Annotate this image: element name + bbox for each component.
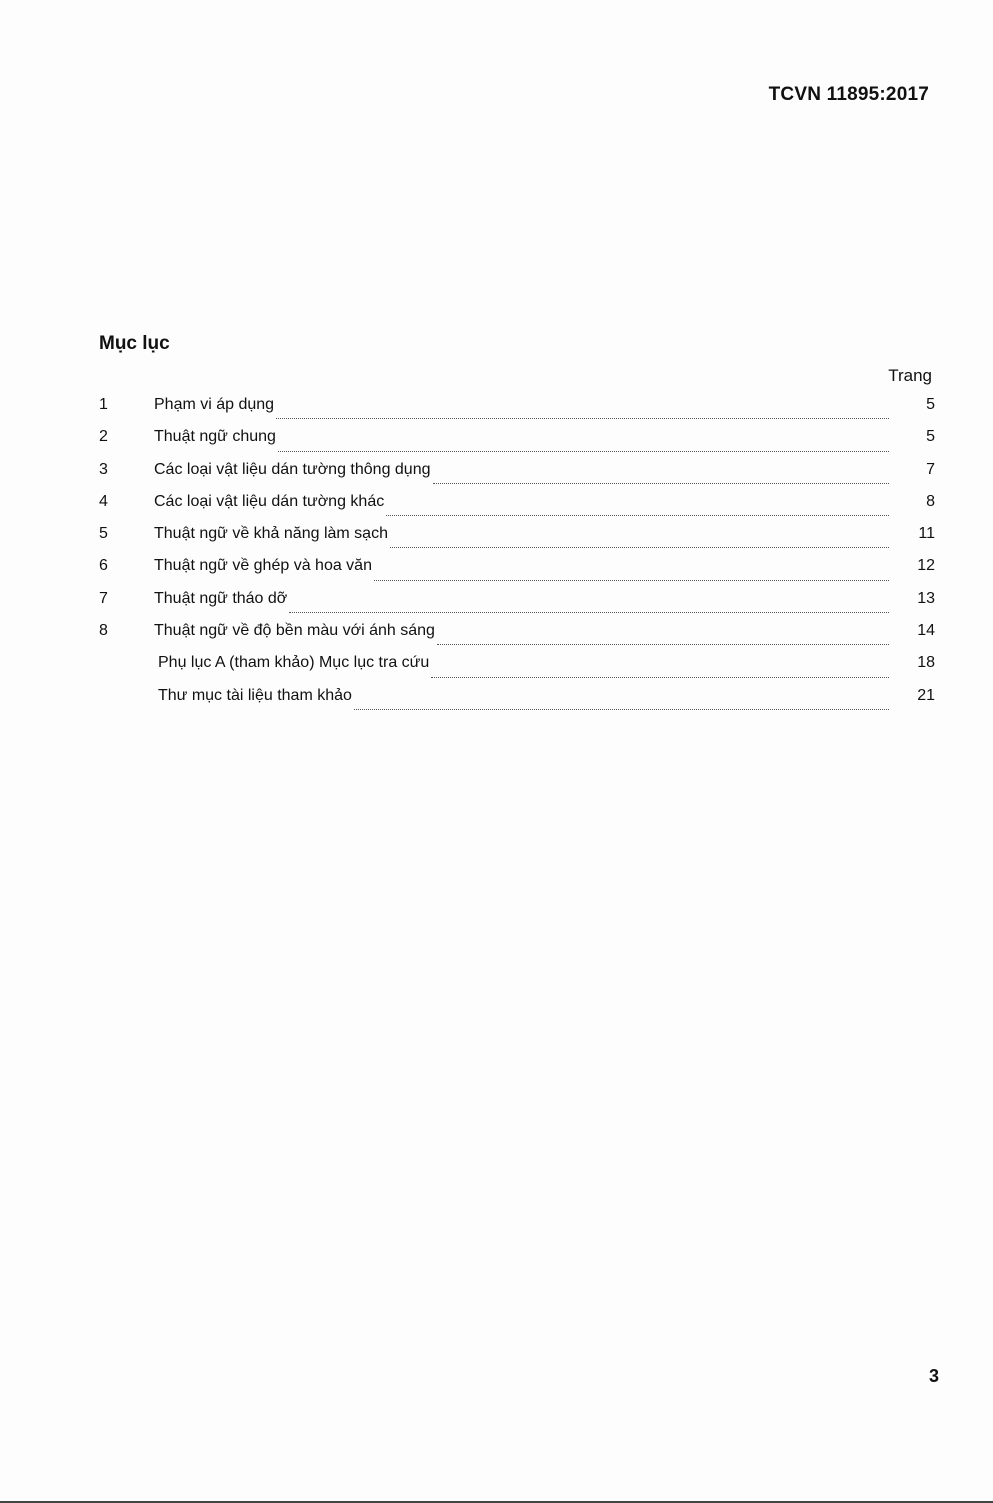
toc-entry-label: Thuật ngữ về ghép và hoa văn: [154, 557, 372, 575]
page-column-label: Trang: [888, 366, 932, 385]
toc-entry-label: Thuật ngữ về độ bền màu với ánh sáng: [154, 622, 435, 640]
toc-entry-label: Các loại vật liệu dán tường thông dụng: [154, 460, 431, 478]
document-code: TCVN 11895:2017: [768, 84, 929, 105]
toc-entry-number: 6: [99, 557, 108, 575]
toc-entry[interactable]: [99, 622, 935, 654]
toc-entry[interactable]: [99, 557, 935, 589]
toc-entry-number: 1: [99, 396, 108, 413]
toc-entry-label: Thư mục tài liệu tham khảo: [158, 686, 352, 704]
toc-entry-number: 8: [99, 622, 108, 640]
toc-entry-page: 7: [926, 460, 935, 478]
dot-leader: [390, 546, 889, 548]
dot-leader: [431, 676, 889, 678]
toc-entry[interactable]: [99, 461, 935, 493]
toc-entry-number: 3: [99, 460, 108, 478]
dot-leader: [354, 708, 889, 710]
toc-entry[interactable]: [99, 525, 935, 557]
toc-entry-number: 5: [99, 525, 108, 543]
toc-entry-page: 18: [917, 654, 935, 672]
toc-list: [99, 396, 935, 719]
toc-entry-label: Phụ lục A (tham khảo) Mục lục tra cứu: [158, 654, 430, 672]
toc-title: Mục lục: [99, 333, 170, 354]
toc-entry-bibliography[interactable]: [99, 687, 935, 719]
toc-entry[interactable]: [99, 493, 935, 525]
toc-entry[interactable]: [99, 590, 935, 622]
toc-entry-label: Thuật ngữ chung: [154, 428, 276, 446]
toc-entry-page: 5: [926, 428, 935, 446]
toc-entry-label: Các loại vật liệu dán tường khác: [154, 492, 385, 510]
toc-entry-page: 21: [917, 686, 935, 704]
toc-entry-page: 12: [917, 557, 935, 575]
dot-leader: [289, 611, 889, 613]
toc-entry-number: 2: [99, 428, 108, 446]
toc-entry-page: 14: [917, 622, 935, 640]
toc-entry-label: Phạm vi áp dụng: [154, 396, 275, 413]
toc-entry-number: 4: [99, 492, 108, 510]
toc-entry-number: 7: [99, 589, 108, 607]
dot-leader: [374, 579, 889, 581]
toc-entry-page: 13: [917, 589, 935, 607]
dot-leader: [278, 450, 889, 452]
dot-leader: [433, 482, 890, 484]
toc-entry-label: Thuật ngữ về khả năng làm sạch: [154, 525, 388, 543]
dot-leader: [386, 514, 889, 516]
toc-entry-page: 8: [926, 492, 935, 510]
toc-entry-page: 5: [926, 396, 935, 413]
dot-leader: [437, 643, 889, 645]
page-number: 3: [928, 1366, 939, 1386]
toc-entry[interactable]: [99, 428, 935, 460]
toc-entry-annex[interactable]: [99, 654, 935, 686]
toc-entry-label: Thuật ngữ tháo dỡ: [154, 589, 288, 607]
toc-entry-page: 11: [918, 525, 935, 543]
toc-entry[interactable]: [99, 396, 935, 428]
dot-leader: [276, 417, 889, 419]
